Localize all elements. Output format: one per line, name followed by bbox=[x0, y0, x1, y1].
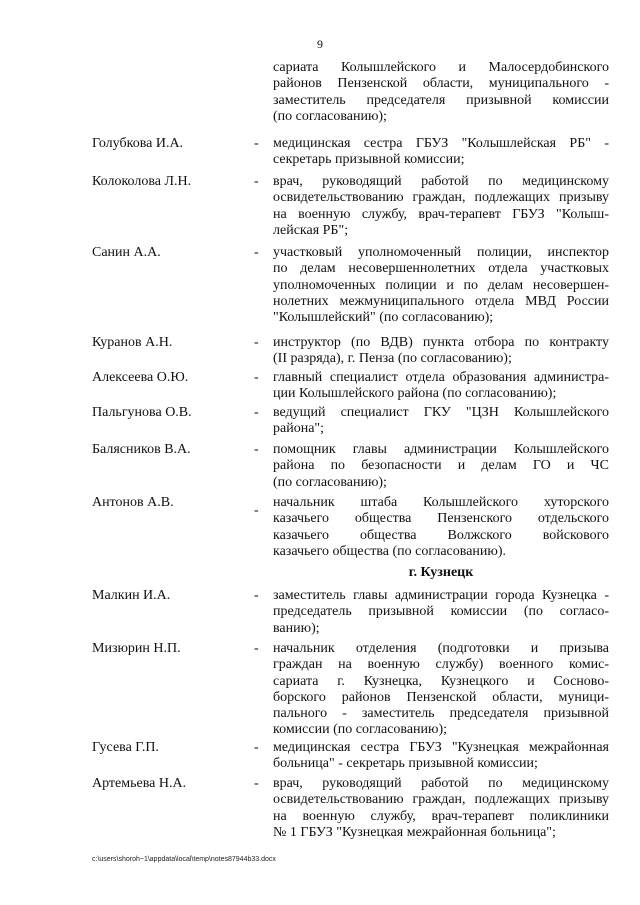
description-line: (II разряда), г. Пенза (по согласованию); bbox=[273, 351, 512, 367]
section-heading: г. Кузнецк bbox=[408, 565, 474, 580]
member-name: Пальгунова О.В. bbox=[92, 405, 192, 420]
description-line: по делам несовершеннолетних отдела участковых bbox=[273, 261, 609, 277]
dash-separator: - bbox=[254, 405, 259, 420]
description-line: лейская РБ"; bbox=[273, 222, 349, 238]
member-role bbox=[273, 245, 609, 326]
description-line: начальник штаба Колышлейского хуторского bbox=[273, 495, 609, 510]
description-line: района"; bbox=[273, 421, 325, 437]
description-line: уполномоченных полиции и по делам несовершен- bbox=[273, 277, 609, 293]
description-line: (по согласованию); bbox=[273, 108, 387, 124]
description-line: освидетельствованию граждан, подлежащих призыву bbox=[273, 792, 609, 808]
description-line: ведущий специалист ГКУ "ЦЗН Колышлейского bbox=[273, 405, 609, 420]
member-name: Гусева Г.П. bbox=[92, 740, 159, 755]
description-line: граждан на военную службу) военного комис- bbox=[273, 657, 609, 673]
dash-separator: - bbox=[254, 370, 259, 385]
description-line: врач, руководящий работой по медицинскому bbox=[273, 776, 609, 791]
description-line: комиссии (по согласованию); bbox=[273, 722, 448, 738]
description-line: председатель призывной комиссии (по согласо- bbox=[273, 604, 609, 620]
member-name: Голубкова И.А. bbox=[92, 136, 184, 151]
description-line: медицинская сестра ГБУЗ "Кузнецкая межрайонная bbox=[273, 740, 609, 755]
page-number: 9 bbox=[317, 37, 323, 51]
description-line: борского районов Пензенской области, муници- bbox=[273, 689, 609, 705]
member-role bbox=[273, 740, 609, 773]
member-role bbox=[273, 174, 609, 239]
description-line: помощник главы администрации Колышлейского bbox=[273, 442, 609, 457]
description-line: начальник отделения (подготовки и призыва bbox=[273, 641, 609, 656]
description-line: секретарь призывной комиссии; bbox=[273, 152, 465, 168]
member-name: Колоколова Л.Н. bbox=[92, 174, 192, 189]
description-line: участковый уполномоченный полиции, инспектор bbox=[273, 245, 609, 260]
description-line: ванию); bbox=[273, 620, 320, 636]
description-line: нолетних межмуниципального отдела МВД России bbox=[273, 293, 609, 309]
file-path-footer: c:\users\shoroh~1\appdata\local\temp\notes87944b33.docx bbox=[92, 856, 276, 863]
description-line: казачьего общества Пензенского отдельского bbox=[273, 511, 609, 527]
member-name: Артемьева Н.А. bbox=[92, 776, 187, 791]
dash-separator: - bbox=[254, 503, 259, 518]
member-name: Алексеева О.Ю. bbox=[92, 370, 189, 385]
member-name: Мизюрин Н.П. bbox=[92, 641, 181, 656]
member-role bbox=[273, 641, 609, 739]
description-line: № 1 ГБУЗ "Кузнецкая межрайонная больница"; bbox=[273, 824, 556, 840]
description-line: районов Пензенской области, муниципального - bbox=[273, 76, 609, 92]
member-role bbox=[273, 405, 609, 438]
description-line: сариата Колышлейского и Малосердобинского bbox=[273, 60, 609, 75]
description-line: больница" - секретарь призывной комиссии; bbox=[273, 756, 538, 772]
description-line: (по согласованию); bbox=[273, 474, 387, 490]
description-line: заместитель председателя призывной комиссии bbox=[273, 92, 609, 108]
description-line: врач, руководящий работой по медицинскому bbox=[273, 174, 609, 189]
member-name: Куранов А.Н. bbox=[92, 335, 173, 350]
dash-separator: - bbox=[254, 776, 259, 791]
dash-separator: - bbox=[254, 136, 259, 151]
member-name: Малкин И.А. bbox=[92, 588, 171, 603]
description-line: "Колышлейский" (по согласованию); bbox=[273, 310, 494, 326]
entry-description-continued bbox=[273, 60, 609, 125]
description-line: казачьего общества Волжского войскового bbox=[273, 527, 609, 543]
description-line: главный специалист отдела образования администра- bbox=[273, 370, 609, 385]
description-line: на военную службу, врач-терапевт ГБУЗ "Колыш- bbox=[273, 206, 609, 222]
member-role bbox=[273, 776, 609, 841]
dash-separator: - bbox=[254, 174, 259, 189]
member-name: Балясников В.А. bbox=[92, 442, 191, 457]
member-name: Санин А.А. bbox=[92, 245, 161, 260]
description-line: инструктор (по ВДВ) пункта отбора по контракту bbox=[273, 335, 609, 350]
member-role bbox=[273, 370, 609, 403]
description-line: казачьего общества (по согласованию). bbox=[273, 543, 507, 559]
description-line: освидетельствованию граждан, подлежащих призыву bbox=[273, 190, 609, 206]
description-line: заместитель главы администрации города Кузнецка - bbox=[273, 588, 609, 603]
description-line: района по безопасности и делам ГО и ЧС bbox=[273, 458, 609, 474]
member-role bbox=[273, 442, 609, 491]
dash-separator: - bbox=[254, 588, 259, 603]
dash-separator: - bbox=[254, 335, 259, 350]
description-line: сариата г. Кузнецка, Кузнецкого и Сосново- bbox=[273, 673, 609, 689]
dash-separator: - bbox=[254, 442, 259, 457]
description-line: на военную службу, врач-терапевт поликлиники bbox=[273, 808, 609, 824]
description-line: ции Колышлейского района (по согласованию); bbox=[273, 386, 557, 402]
member-role bbox=[273, 495, 609, 560]
member-name: Антонов А.В. bbox=[92, 495, 174, 510]
member-role bbox=[273, 588, 609, 637]
member-role bbox=[273, 136, 609, 169]
dash-separator: - bbox=[254, 641, 259, 656]
dash-separator: - bbox=[254, 740, 259, 755]
description-line: пального - заместитель председателя призывной bbox=[273, 706, 609, 722]
member-role bbox=[273, 335, 609, 368]
dash-separator: - bbox=[254, 245, 259, 260]
description-line: медицинская сестра ГБУЗ "Колышлейская РБ" - bbox=[273, 136, 609, 151]
